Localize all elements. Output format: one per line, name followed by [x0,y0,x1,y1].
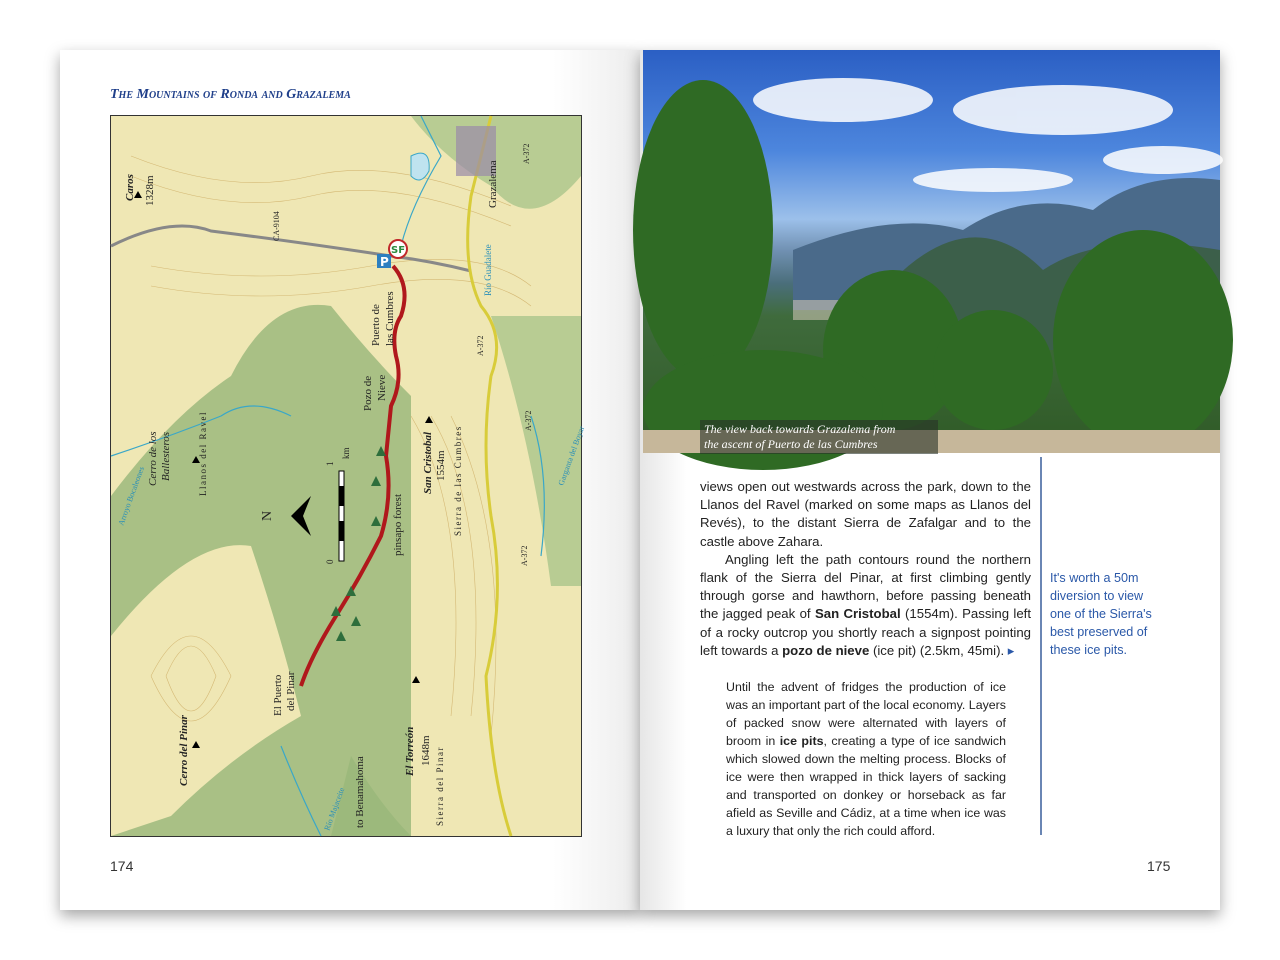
label-puerto-cumbres: Puerto de [370,304,382,346]
scale-bar [339,471,344,561]
label-north: N [260,510,275,521]
label-a372: A-372 [520,545,529,566]
label-puerto-pinar: del Pinar [285,671,297,711]
landscape-photo [643,50,1220,453]
label-san-cristobal-height: 1554m [435,450,447,481]
label-sierra-cumbres: Sierra de las Cumbres [453,425,463,536]
label-san-cristobal: San Cristobal [422,431,434,494]
photo-caption [700,420,938,454]
route-map [110,115,587,837]
label-el-torreon: El Torreón [404,726,416,776]
label-pozo-nieve: Pozo de [362,375,374,411]
body-text [700,478,1031,660]
label-pozo-nieve: Nieve [376,374,388,401]
label-caros-height: 1328m [144,175,156,206]
label-boyar: Garganta del Boyar [556,424,587,487]
label-puerto-pinar: El Puerto [272,674,284,716]
term-pozo-de-nieve: pozo de nieve [782,642,870,658]
place-san-cristobal: San Cristobal [814,606,901,622]
label-a372: A-372 [524,410,533,431]
label-llanos-ravel: Llanos del Ravel [198,411,208,496]
label-scale-km: km [341,447,351,459]
label-caros: Caros [124,174,136,201]
label-pinsapo-forest: pinsapo forest [392,493,404,556]
start-finish-label: SF [391,245,406,256]
label-to-benamahoma: to Benamahoma [354,756,366,828]
ice-pits-info-box: Until the advent of fridges the production of ice was an important part of the local economy. Layers of packed snow were alternated with layers of broom in ice pits, creating a type of ice sandwich which slowed down the melting process. Blocks of ice were then wrapped in thick layers of sacking and transported on donkey or horseback as far afield as Seville and Cádiz, at a time when ice was a luxury that only the rich could afford. [726,680,1006,838]
label-rio-guadalete: Río Guadalete [483,244,493,296]
paragraph: views open out westwards across the park, down to the Llanos del Ravel (marked on some maps as Llanos del Revés), to the distant Sierra de Zafalgar and to the castle above Zahara. [700,479,1031,549]
label-scale-0: 0 [325,559,335,564]
caption-line: the ascent of Puerto de las Cumbres [704,437,878,451]
label-ballesteros: Cerro de los [147,431,159,486]
label-a372: A-372 [476,335,485,356]
label-rio-majaceite: Río Majaceite [322,786,347,832]
caption-line: The view back towards Grazalema from [704,422,896,436]
label-a372: A-372 [522,143,531,164]
parking-label: P [380,255,389,269]
continue-arrow-icon: ▸ [1007,642,1015,658]
term-ice-pits: ice pits [779,734,824,748]
sidebar-divider [1040,457,1042,835]
label-scale-1: 1 [325,461,335,466]
sidenote: It's worth a 50m diversion to view one of the Sierra's best preserved of these ice pits. [1050,571,1152,657]
page-number-right: 175 [1147,858,1171,874]
label-ballesteros: Ballesteros [160,431,172,481]
page-number-left: 174 [110,858,134,874]
label-arroyo: Arroyo Bocaleones [116,465,147,527]
paragraph: Angling left the path contours round the northern flank of the Sierra del Pinar, at first climbing gently through gorse and hawthorn, before passing beneath the jagged peak of San Cristobal (1554m). Passing left of a rocky outcrop you shortly reach a signpost pointing left towards a pozo de nieve (ice pit) (2.5km, 45mi). ▸ [700,551,1031,658]
label-puerto-cumbres: las Cumbres [384,291,396,346]
label-torreon-height: 1648m [420,735,432,766]
label-grazalema: Grazalema [487,160,499,208]
running-head: The Mountains of Ronda and Grazalema [110,87,351,102]
label-cerro-del-pinar: Cerro del Pinar [178,715,190,786]
label-sierra-pinar: Sierra del Pinar [435,746,445,826]
label-ca9104: CA-9104 [272,211,281,241]
